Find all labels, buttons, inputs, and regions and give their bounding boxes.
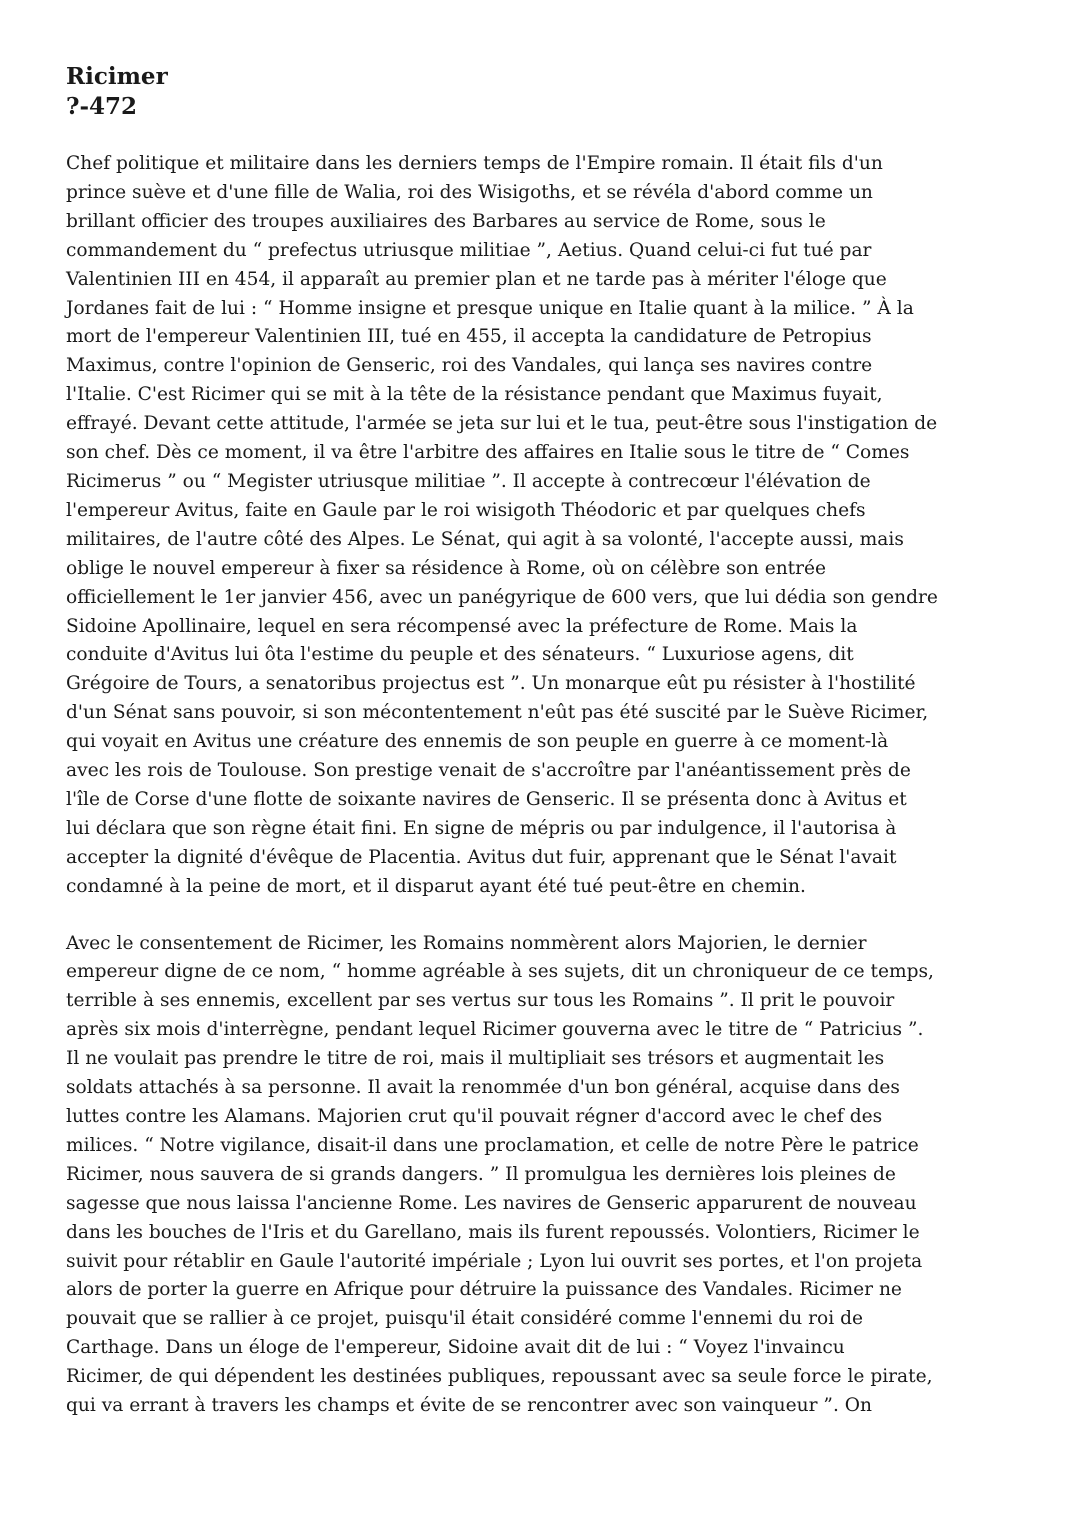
text-line: Il ne voulait pas prendre le titre de roi, mais il multipliait ses trésors et augmentait les bbox=[66, 1048, 885, 1070]
text-line: l'Italie. C'est Ricimer qui se mit à la tête de la résistance pendant que Maximus fuyait, bbox=[66, 384, 883, 406]
text-line: soldats attachés à sa personne. Il avait la renommée d'un bon général, acquise dans des bbox=[66, 1077, 900, 1099]
text-line: qui va errant à travers les champs et évite de se rencontrer avec son vainqueur ”. On bbox=[66, 1395, 872, 1417]
text-line: alors de porter la guerre en Afrique pour détruire la puissance des Vandales. Ricimer ne bbox=[66, 1279, 902, 1301]
text-line: Grégoire de Tours, a senatoribus projectus est ”. Un monarque eût pu résister à l'hostilité bbox=[66, 673, 916, 695]
text-line: militaires, de l'autre côté des Alpes. Le Sénat, qui agit à sa volonté, l'accepte aussi, mais bbox=[66, 528, 904, 550]
text-line: Ricimerus ” ou “ Megister utriusque militiae ”. Il accepte à contrecœur l'élévation de bbox=[66, 470, 871, 492]
paragraph-1 bbox=[66, 150, 1016, 902]
text-line: commandement du “ prefectus utriusque militiae ”, Aetius. Quand celui-ci fut tué par bbox=[66, 239, 872, 261]
text-line: Ricimer, de qui dépendent les destinées publiques, repoussant avec sa seule force le pirate, bbox=[66, 1366, 933, 1388]
text-line: luttes contre les Alamans. Majorien crut qu'il pouvait régner d'accord avec le chef des bbox=[66, 1106, 883, 1127]
text-line: Ricimer, nous sauvera de si grands dangers. ” Il promulgua les dernières lois pleines de bbox=[66, 1163, 896, 1185]
text-line: l'empereur Avitus, faite en Gaule par le roi wisigoth Théodoric et par quelques chefs bbox=[66, 499, 866, 521]
text-line: Avec le consentement de Ricimer, les Romains nommèrent alors Majorien, le dernier bbox=[66, 932, 867, 954]
text-line: son chef. Dès ce moment, il va être l'arbitre des affaires en Italie sous le titre de “ Comes bbox=[66, 442, 910, 464]
text-line: mort de l'empereur Valentinien III, tué en 455, il accepta la candidature de Petropius bbox=[66, 326, 872, 348]
text-line: avec les rois de Toulouse. Son prestige venait de s'accroître par l'anéantissement près de bbox=[66, 760, 911, 782]
text-line: qui voyait en Avitus une créature des ennemis de son peuple en guerre à ce moment-là bbox=[66, 731, 889, 753]
text-line: effrayé. Devant cette attitude, l'armée se jeta sur lui et le tua, peut-être sous l'instigation de bbox=[66, 413, 938, 435]
text-line: condamné à la peine de mort, et il disparut ayant été tué peut-être en chemin. bbox=[66, 875, 806, 897]
text-line: oblige le nouvel empereur à fixer sa résidence à Rome, où on célèbre son entrée bbox=[66, 557, 827, 579]
text-line: Jordanes fait de lui : “ Homme insigne et presque unique en Italie quant à la milice. ” À la bbox=[66, 297, 914, 319]
text-line: prince suève et d'une fille de Walia, roi des Wisigoths, et se révéla d'abord comme un bbox=[66, 181, 873, 203]
text-line: officiellement le 1er janvier 456, avec un panégyrique de 600 vers, que lui dédia son gendre bbox=[66, 586, 938, 608]
text-line: conduite d'Avitus lui ôta l'estime du peuple et des sénateurs. “ Luxuriose agens, dit bbox=[66, 644, 854, 666]
text-line: Maximus, contre l'opinion de Genseric, roi des Vandales, qui lança ses navires contre bbox=[66, 355, 873, 377]
text-line: accepter la dignité d'évêque de Placentia. Avitus dut fuir, apprenant que le Sénat l'avait bbox=[66, 846, 897, 868]
text-line: d'un Sénat sans pouvoir, si son mécontentement n'eût pas été suscité par le Suève Ricimer, bbox=[66, 702, 929, 724]
text-line: l'île de Corse d'une flotte de soixante navires de Genseric. Il se présenta donc à Avitus et bbox=[66, 788, 907, 810]
text-line: Sidoine Apollinaire, lequel en sera récompensé avec la préfecture de Rome. Mais la bbox=[66, 615, 858, 637]
text-line: terrible à ses ennemis, excellent par ses vertus sur tous les Romains ”. Il prit le pouvoir bbox=[66, 990, 895, 1012]
text-line: brillant officier des troupes auxiliaires des Barbares au service de Rome, sous le bbox=[66, 210, 826, 232]
text-line: sagesse que nous laissa l'ancienne Rome. Les navires de Genseric apparurent de nouveau bbox=[66, 1192, 917, 1214]
text-line: après six mois d'interrègne, pendant lequel Ricimer gouverna avec le titre de “ Patricius ”. bbox=[66, 1019, 924, 1041]
text-line: milices. “ Notre vigilance, disait-il dans une proclamation, et celle de notre Père le patrice bbox=[66, 1134, 919, 1156]
paragraph-2 bbox=[66, 930, 1016, 1421]
article-dates: ?-472 bbox=[66, 93, 138, 120]
text-line: dans les bouches de l'Iris et du Garellano, mais ils furent repoussés. Volontiers, Ricimer le bbox=[66, 1221, 920, 1243]
text-line: lui déclara que son règne était fini. En signe de mépris ou par indulgence, il l'autorisa à bbox=[66, 817, 897, 839]
text-line: Carthage. Dans un éloge de l'empereur, Sidoine avait dit de lui : “ Voyez l'invaincu bbox=[66, 1337, 845, 1359]
text-line: Valentinien III en 454, il apparaît au premier plan et ne tarde pas à mériter l'éloge que bbox=[66, 268, 887, 290]
article-title: Ricimer bbox=[66, 63, 168, 90]
text-line: pouvait que se rallier à ce projet, puisqu'il était considéré comme l'ennemi du roi de bbox=[66, 1308, 863, 1330]
text-line: Chef politique et militaire dans les derniers temps de l'Empire romain. Il était fils d'un bbox=[66, 153, 883, 174]
text-line: suivit pour rétablir en Gaule l'autorité impériale ; Lyon lui ouvrit ses portes, et l'on projeta bbox=[66, 1250, 923, 1272]
text-line: empereur digne de ce nom, “ homme agréable à ses sujets, dit un chroniqueur de ce temps, bbox=[66, 961, 934, 983]
article bbox=[66, 62, 1016, 1449]
